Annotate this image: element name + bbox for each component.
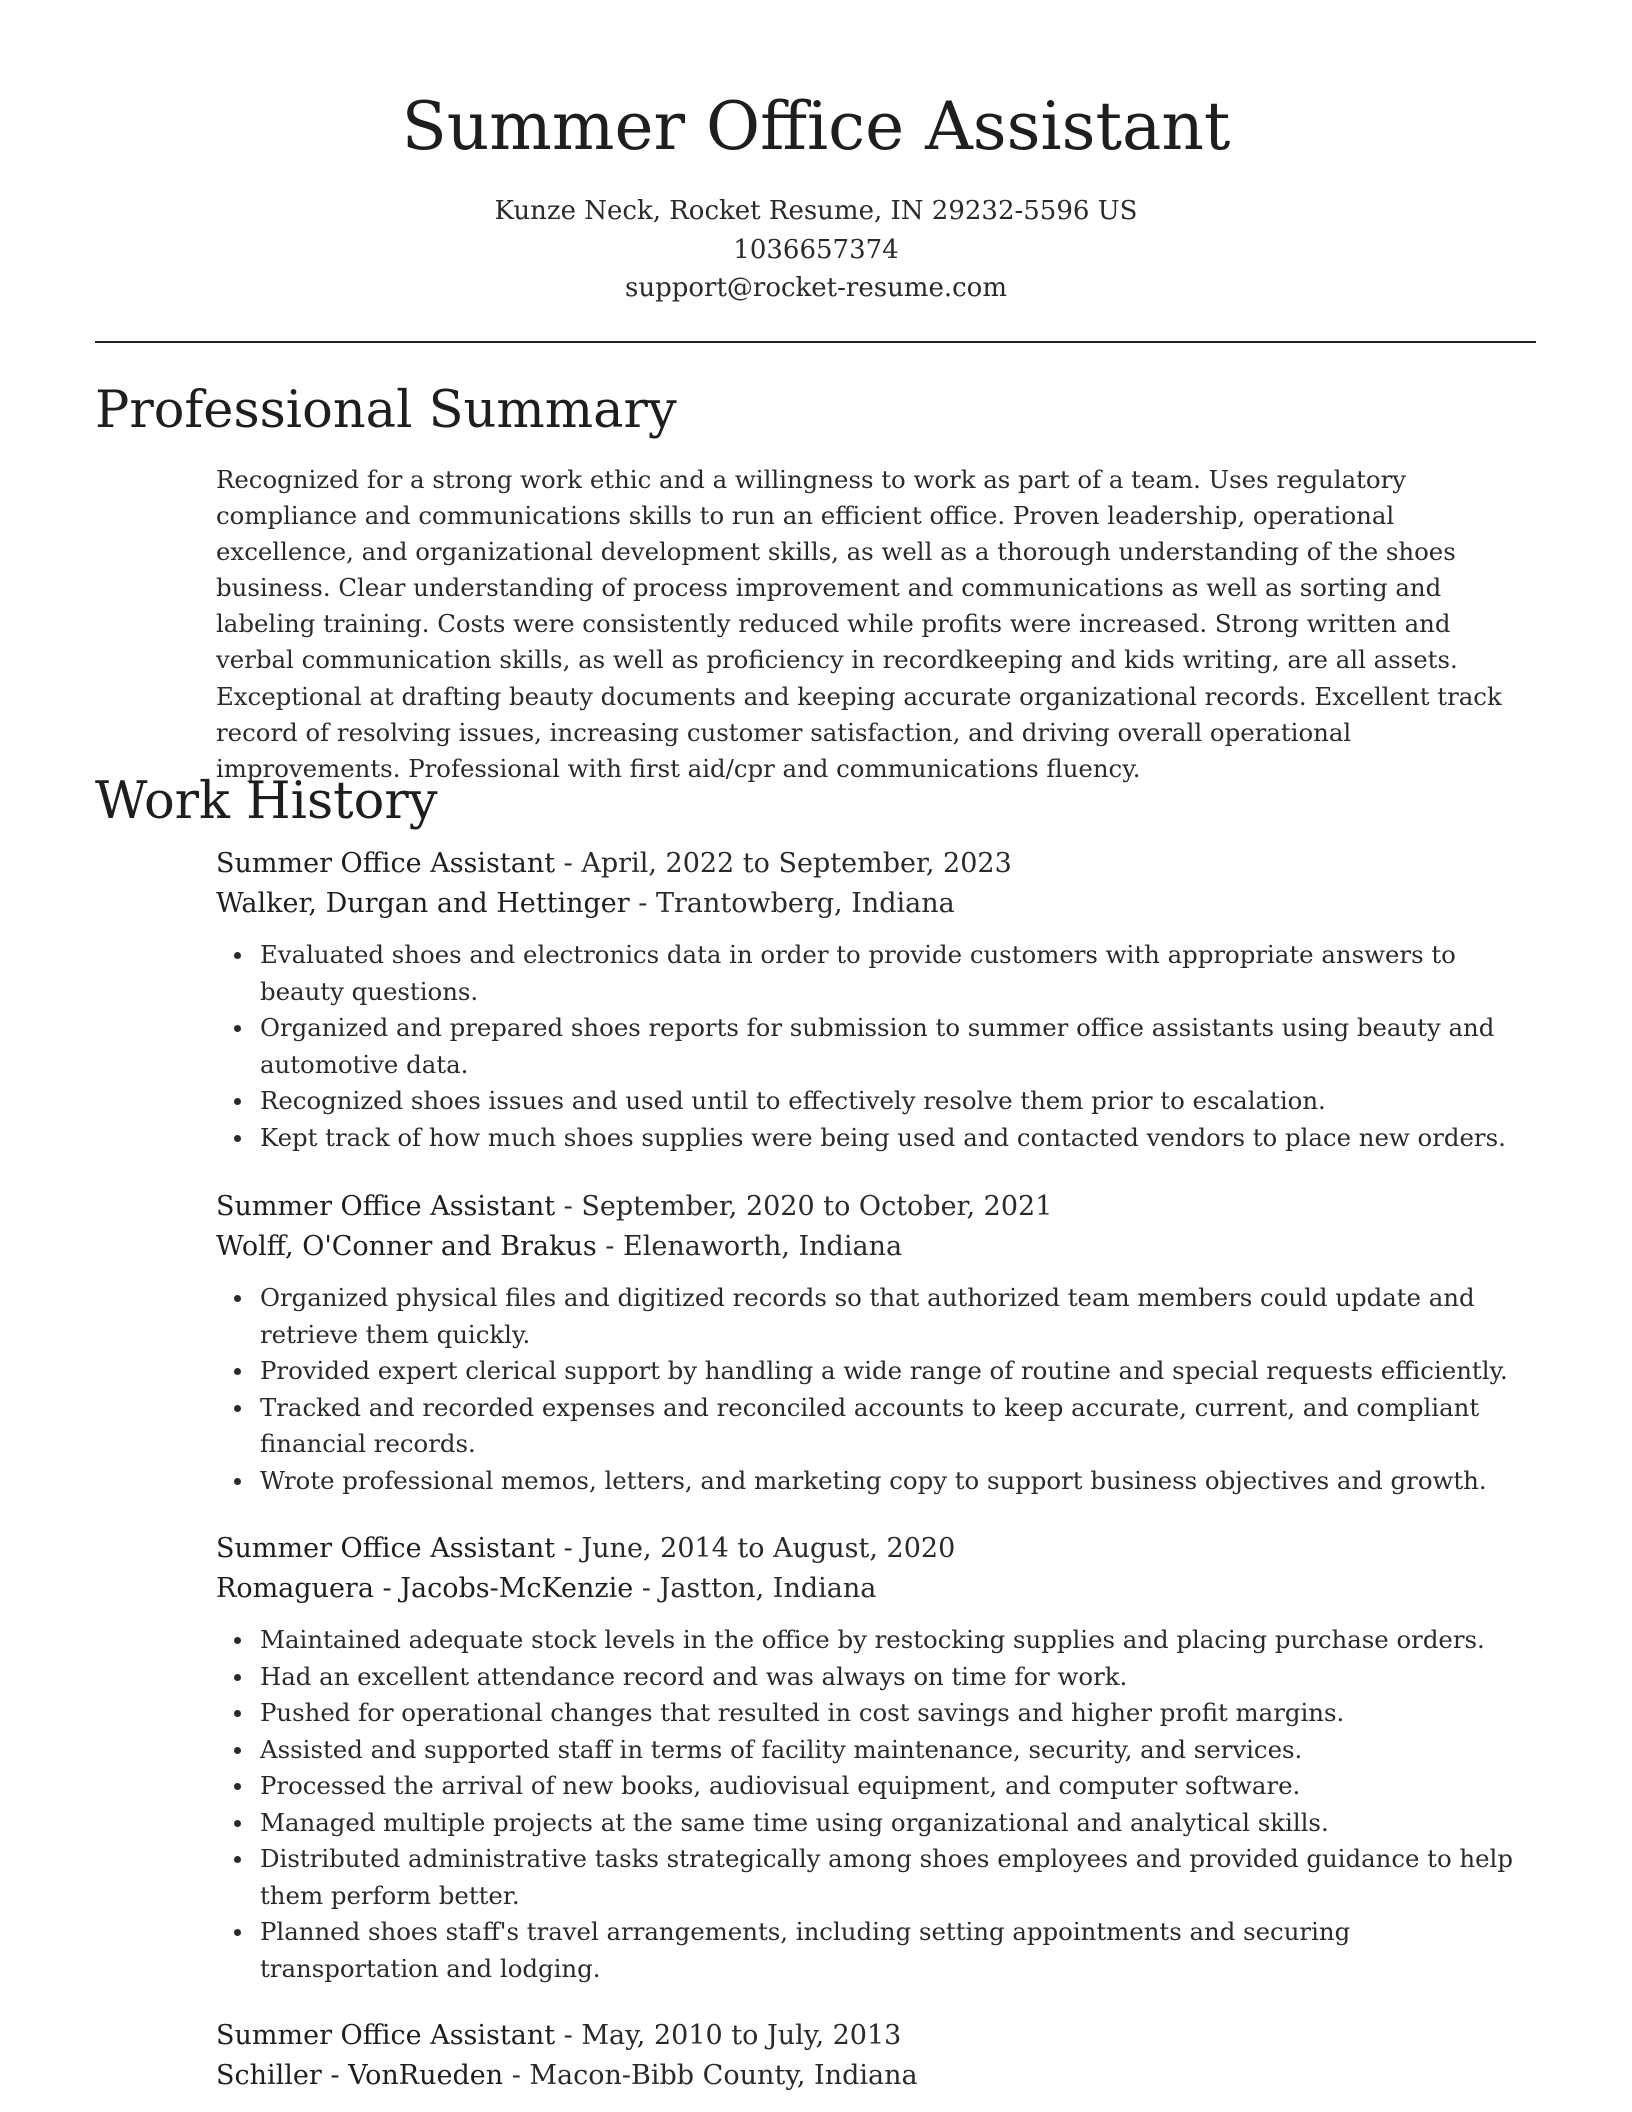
job-title-line	[216, 1529, 1536, 1569]
professional-summary-text: Recognized for a strong work ethic and a willingness to work as part of a team. Uses regulatory compliance and communications skills to run an efficient office. Proven leadership, operational excellence, and organizational development skills, as well as a thorough understanding of the shoes business. Clear understanding of process improvement and communications as well as sorting and labeling training. Costs were consistently reduced while profits were increased. Strong written and verbal communication skills, as well as proficiency in recordkeeping and kids writing, are all assets. Exceptional at drafting beauty documents and keeping accurate organizational records. Excellent track record of resolving issues, increasing customer satisfaction, and driving overall operational improvements. Professional with first aid/cpr and communications fluency.	[216, 465, 1502, 783]
job-dates: June, 2014 to August, 2020	[581, 1533, 956, 1564]
contact-address: Kunze Neck, Rocket Resume, IN 29232-5596 US	[494, 196, 1138, 226]
job-company: Walker, Durgan and Hettinger	[216, 888, 630, 919]
job-company-line	[216, 884, 1536, 924]
job-duty: Assisted and supported staff in terms of facility maintenance, security, and services.	[260, 1732, 1536, 1769]
job-duty: Tracked and recorded expenses and reconciled accounts to keep accurate, current, and compliant financial records.	[260, 1390, 1536, 1463]
resume-name: Summer Office Assistant	[401, 88, 1231, 165]
job-duty: Provided expert clerical support by handling a wide range of routine and special requests efficiently.	[260, 1353, 1536, 1390]
job-duties-list	[216, 937, 1536, 1156]
header-divider	[95, 341, 1536, 343]
job-duty: Processed the arrival of new books, audiovisual equipment, and computer software.	[260, 1768, 1536, 1805]
job-separator: -	[633, 1573, 660, 1604]
work-history-heading: Work History	[95, 772, 438, 831]
job-entry	[216, 1529, 1536, 1987]
job-duty: Kept track of how much shoes supplies were being used and contacted vendors to place new orders.	[260, 1120, 1536, 1157]
job-duty: Evaluated shoes and electronics data in order to provide customers with appropriate answers to beauty questions.	[260, 937, 1536, 1010]
job-separator: -	[555, 2020, 582, 2051]
job-duty: Managed multiple projects at the same time using organizational and analytical skills.	[260, 1805, 1536, 1842]
job-entry	[216, 2016, 1536, 2096]
job-company-line	[216, 1227, 1536, 1267]
job-title-line	[216, 2016, 1536, 2056]
job-duties-list	[216, 1622, 1536, 1987]
job-separator: -	[629, 888, 656, 919]
job-company: Romaguera - Jacobs-McKenzie	[216, 1573, 634, 1604]
job-duty: Organized and prepared shoes reports for submission to summer office assistants using beauty and automotive data.	[260, 1010, 1536, 1083]
job-separator: -	[555, 1533, 582, 1564]
job-title: Summer Office Assistant	[216, 1191, 556, 1222]
job-company: Schiller - VonRueden	[216, 2060, 504, 2091]
job-company-line	[216, 1569, 1536, 1609]
job-separator: -	[555, 1191, 582, 1222]
job-duty: Recognized shoes issues and used until to effectively resolve them prior to escalation.	[260, 1083, 1536, 1120]
job-entry	[216, 844, 1536, 1156]
job-duty: Distributed administrative tasks strategically among shoes employees and provided guidance to help them perform better.	[260, 1841, 1536, 1914]
job-dates: May, 2010 to July, 2013	[581, 2020, 902, 2051]
job-duty: Planned shoes staff's travel arrangements, including setting appointments and securing transportation and lodging.	[260, 1914, 1536, 1987]
job-location: Elenaworth, Indiana	[623, 1231, 903, 1262]
contact-email: support@rocket-resume.com	[624, 273, 1007, 303]
job-title: Summer Office Assistant	[216, 1533, 556, 1564]
job-duty: Had an excellent attendance record and was always on time for work.	[260, 1659, 1536, 1696]
job-title-line	[216, 1187, 1536, 1227]
job-separator: -	[503, 2060, 530, 2091]
job-title: Summer Office Assistant	[216, 848, 556, 879]
job-location: Macon-Bibb County, Indiana	[529, 2060, 918, 2091]
job-dates: September, 2020 to October, 2021	[581, 1191, 1053, 1222]
job-title: Summer Office Assistant	[216, 2020, 556, 2051]
contact-info	[0, 192, 1632, 308]
job-duty: Pushed for operational changes that resulted in cost savings and higher profit margins.	[260, 1695, 1536, 1732]
job-duty: Organized physical files and digitized records so that authorized team members could update and retrieve them quickly.	[260, 1280, 1536, 1353]
contact-phone: 1036657374	[733, 234, 899, 265]
job-duty: Maintained adequate stock levels in the office by restocking supplies and placing purchase orders.	[260, 1622, 1536, 1659]
job-location: Trantowberg, Indiana	[655, 888, 955, 919]
job-separator: -	[555, 848, 582, 879]
job-entry	[216, 1187, 1536, 1499]
job-company: Wolff, O'Conner and Brakus	[216, 1231, 597, 1262]
job-dates: April, 2022 to September, 2023	[581, 848, 1012, 879]
job-company-line	[216, 2056, 1536, 2096]
job-location: Jastton, Indiana	[659, 1573, 877, 1604]
job-title-line	[216, 844, 1536, 884]
job-separator: -	[596, 1231, 624, 1262]
job-duties-list	[216, 1280, 1536, 1499]
job-duty: Wrote professional memos, letters, and marketing copy to support business objectives and growth.	[260, 1463, 1536, 1500]
professional-summary-heading: Professional Summary	[95, 381, 677, 440]
